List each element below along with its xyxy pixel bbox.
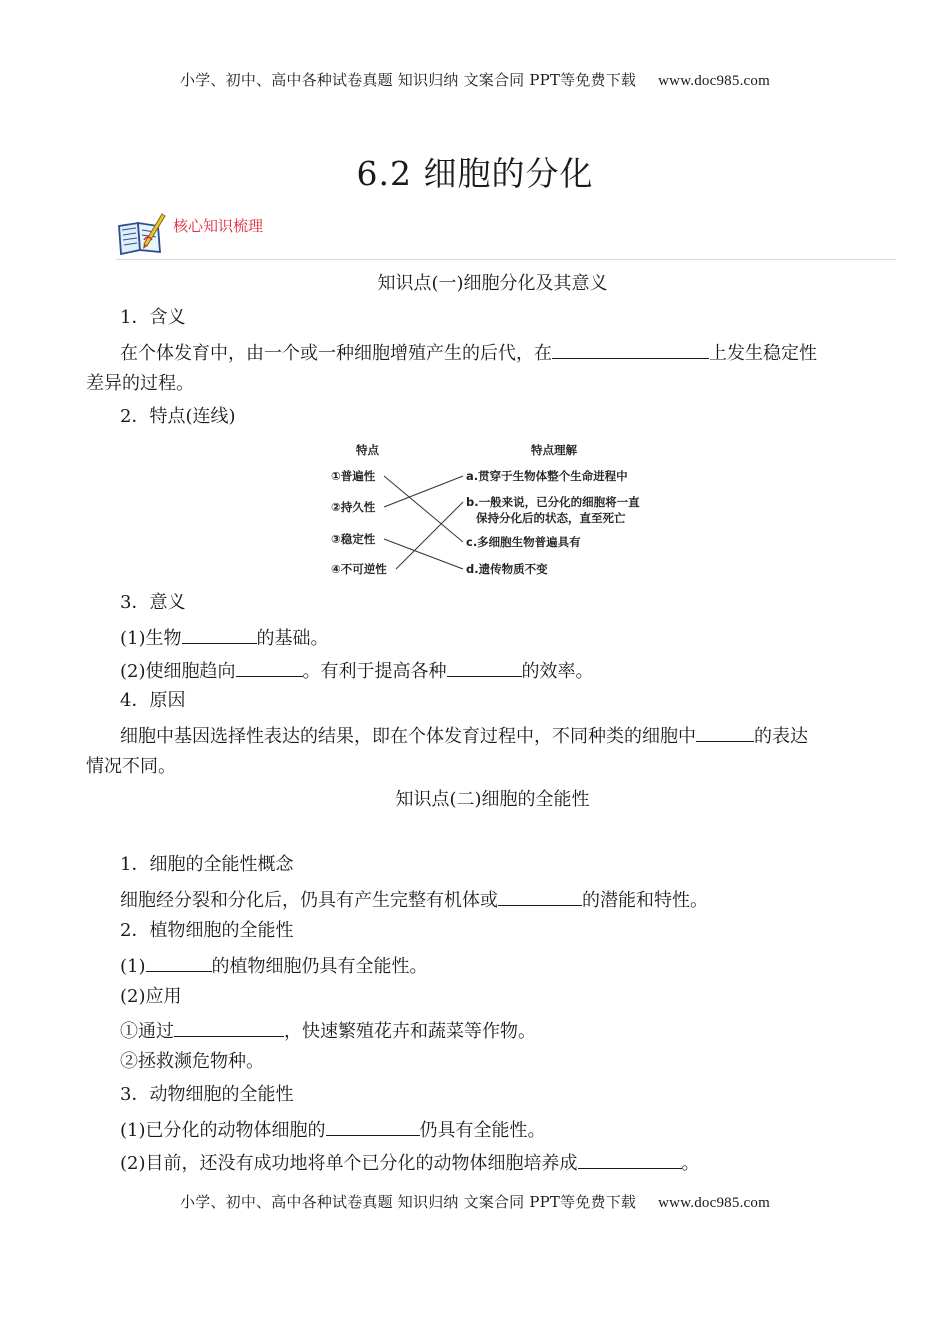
header-site[interactable]: www.doc985.com bbox=[658, 73, 770, 89]
text: 的表达 bbox=[754, 726, 808, 747]
s1-p3-line2 bbox=[120, 657, 594, 684]
s2-p2-line1 bbox=[120, 952, 428, 979]
answer-blank[interactable] bbox=[182, 624, 257, 644]
text: 的基础。 bbox=[256, 628, 329, 649]
s1-p1-text-a: 在个体发育中，由一个或一种细胞增殖产生的后代，在 bbox=[120, 343, 552, 364]
text: (1)已分化的动物体细胞的 bbox=[120, 1120, 326, 1141]
text: 细胞经分裂和分化后，仍具有产生完整有机体或 bbox=[120, 890, 498, 911]
text: (2)使细胞趋向 bbox=[120, 661, 236, 682]
answer-blank[interactable] bbox=[447, 657, 522, 677]
diagram-right-item: c.多细胞生物普遍具有 bbox=[466, 535, 581, 549]
diagram-right-item: d.遗传物质不变 bbox=[466, 562, 548, 576]
page-footer bbox=[0, 1191, 950, 1212]
text: 。 bbox=[681, 1153, 700, 1174]
diagram-left-item: ③稳定性 bbox=[331, 532, 376, 546]
text: 仍具有全能性。 bbox=[419, 1120, 546, 1141]
s1-p4-heading: 4．原因 bbox=[120, 690, 186, 711]
text: 的潜能和特性。 bbox=[582, 890, 708, 911]
section1-heading: 知识点(一)细胞分化及其意义 bbox=[377, 273, 608, 294]
match-line bbox=[396, 502, 463, 569]
header-text: 小学、初中、高中各种试卷真题 知识归纳 文案合同 PPT等免费下载 bbox=[180, 71, 637, 89]
diagram-left-item: ④不可逆性 bbox=[331, 562, 387, 576]
matching-diagram bbox=[326, 440, 666, 580]
s2-p3-line1 bbox=[120, 1116, 546, 1143]
text: 的效率。 bbox=[521, 661, 594, 682]
text: 细胞中基因选择性表达的结果，即在个体发育过程中，不同种类的细胞中 bbox=[120, 726, 696, 747]
match-line bbox=[384, 476, 463, 542]
diagram-right-item: a.贯穿于生物体整个生命进程中 bbox=[466, 469, 628, 483]
s1-p1-line bbox=[120, 339, 817, 366]
text: 。有利于提高各种 bbox=[302, 661, 447, 682]
text: ，快速繁殖花卉和蔬菜等作物。 bbox=[284, 1021, 536, 1042]
match-line bbox=[384, 476, 463, 507]
page-header bbox=[0, 69, 950, 90]
answer-blank[interactable] bbox=[326, 1116, 420, 1136]
page-title: 6.2 细胞的分化 bbox=[356, 154, 594, 193]
answer-blank[interactable] bbox=[174, 1017, 284, 1037]
s2-p2-line4: ②拯救濒危物种。 bbox=[120, 1051, 264, 1072]
text: (2)目前，还没有成功地将单个已分化的动物体细胞培养成 bbox=[120, 1153, 578, 1174]
book-pen-icon bbox=[116, 210, 166, 258]
section-banner bbox=[116, 210, 896, 260]
s2-p1-heading: 1．细胞的全能性概念 bbox=[120, 854, 294, 875]
diagram-left-item: ②持久性 bbox=[331, 500, 376, 514]
diagram-left-item: ①普遍性 bbox=[331, 469, 376, 483]
text: (1)生物 bbox=[120, 628, 182, 649]
answer-blank[interactable] bbox=[498, 886, 582, 906]
s2-p3-heading: 3．动物细胞的全能性 bbox=[120, 1084, 294, 1105]
s1-p4-line bbox=[120, 722, 808, 749]
footer-site[interactable]: www.doc985.com bbox=[658, 1195, 770, 1211]
text: 的植物细胞仍具有全能性。 bbox=[211, 956, 428, 977]
footer-text: 小学、初中、高中各种试卷真题 知识归纳 文案合同 PPT等免费下载 bbox=[180, 1193, 637, 1211]
match-line bbox=[384, 539, 463, 569]
diagram-right-header: 特点理解 bbox=[531, 443, 577, 457]
answer-blank[interactable] bbox=[236, 657, 303, 677]
text: ①通过 bbox=[120, 1021, 174, 1042]
answer-blank[interactable] bbox=[578, 1149, 682, 1169]
s1-p1-heading: 1．含义 bbox=[120, 307, 186, 328]
s2-p2-line2: (2)应用 bbox=[120, 986, 182, 1007]
answer-blank[interactable] bbox=[146, 952, 212, 972]
s2-p1-line bbox=[120, 886, 708, 913]
s1-p3-heading: 3．意义 bbox=[120, 592, 186, 613]
diagram-left-header: 特点 bbox=[356, 443, 379, 457]
s1-p1-text-c: 差异的过程。 bbox=[86, 373, 194, 394]
section2-heading: 知识点(二)细胞的全能性 bbox=[395, 789, 590, 810]
s1-p4-text-c: 情况不同。 bbox=[86, 756, 176, 777]
s1-p2-heading: 2．特点(连线) bbox=[120, 406, 236, 427]
s1-p3-line1 bbox=[120, 624, 329, 651]
text: (1) bbox=[120, 956, 146, 977]
s1-p1-text-b: 上发生稳定性 bbox=[709, 343, 817, 364]
diagram-right-item: 保持分化后的状态，直至死亡 bbox=[476, 511, 626, 525]
divider bbox=[116, 259, 896, 260]
s2-p2-line3 bbox=[120, 1017, 536, 1044]
s2-p2-heading: 2．植物细胞的全能性 bbox=[120, 920, 294, 941]
s2-p3-line2 bbox=[120, 1149, 700, 1176]
answer-blank[interactable] bbox=[552, 339, 709, 359]
answer-blank[interactable] bbox=[696, 722, 754, 742]
banner-label: 核心知识梳理 bbox=[173, 217, 264, 235]
diagram-right-item: b.一般来说，已分化的细胞将一直 bbox=[466, 495, 640, 509]
